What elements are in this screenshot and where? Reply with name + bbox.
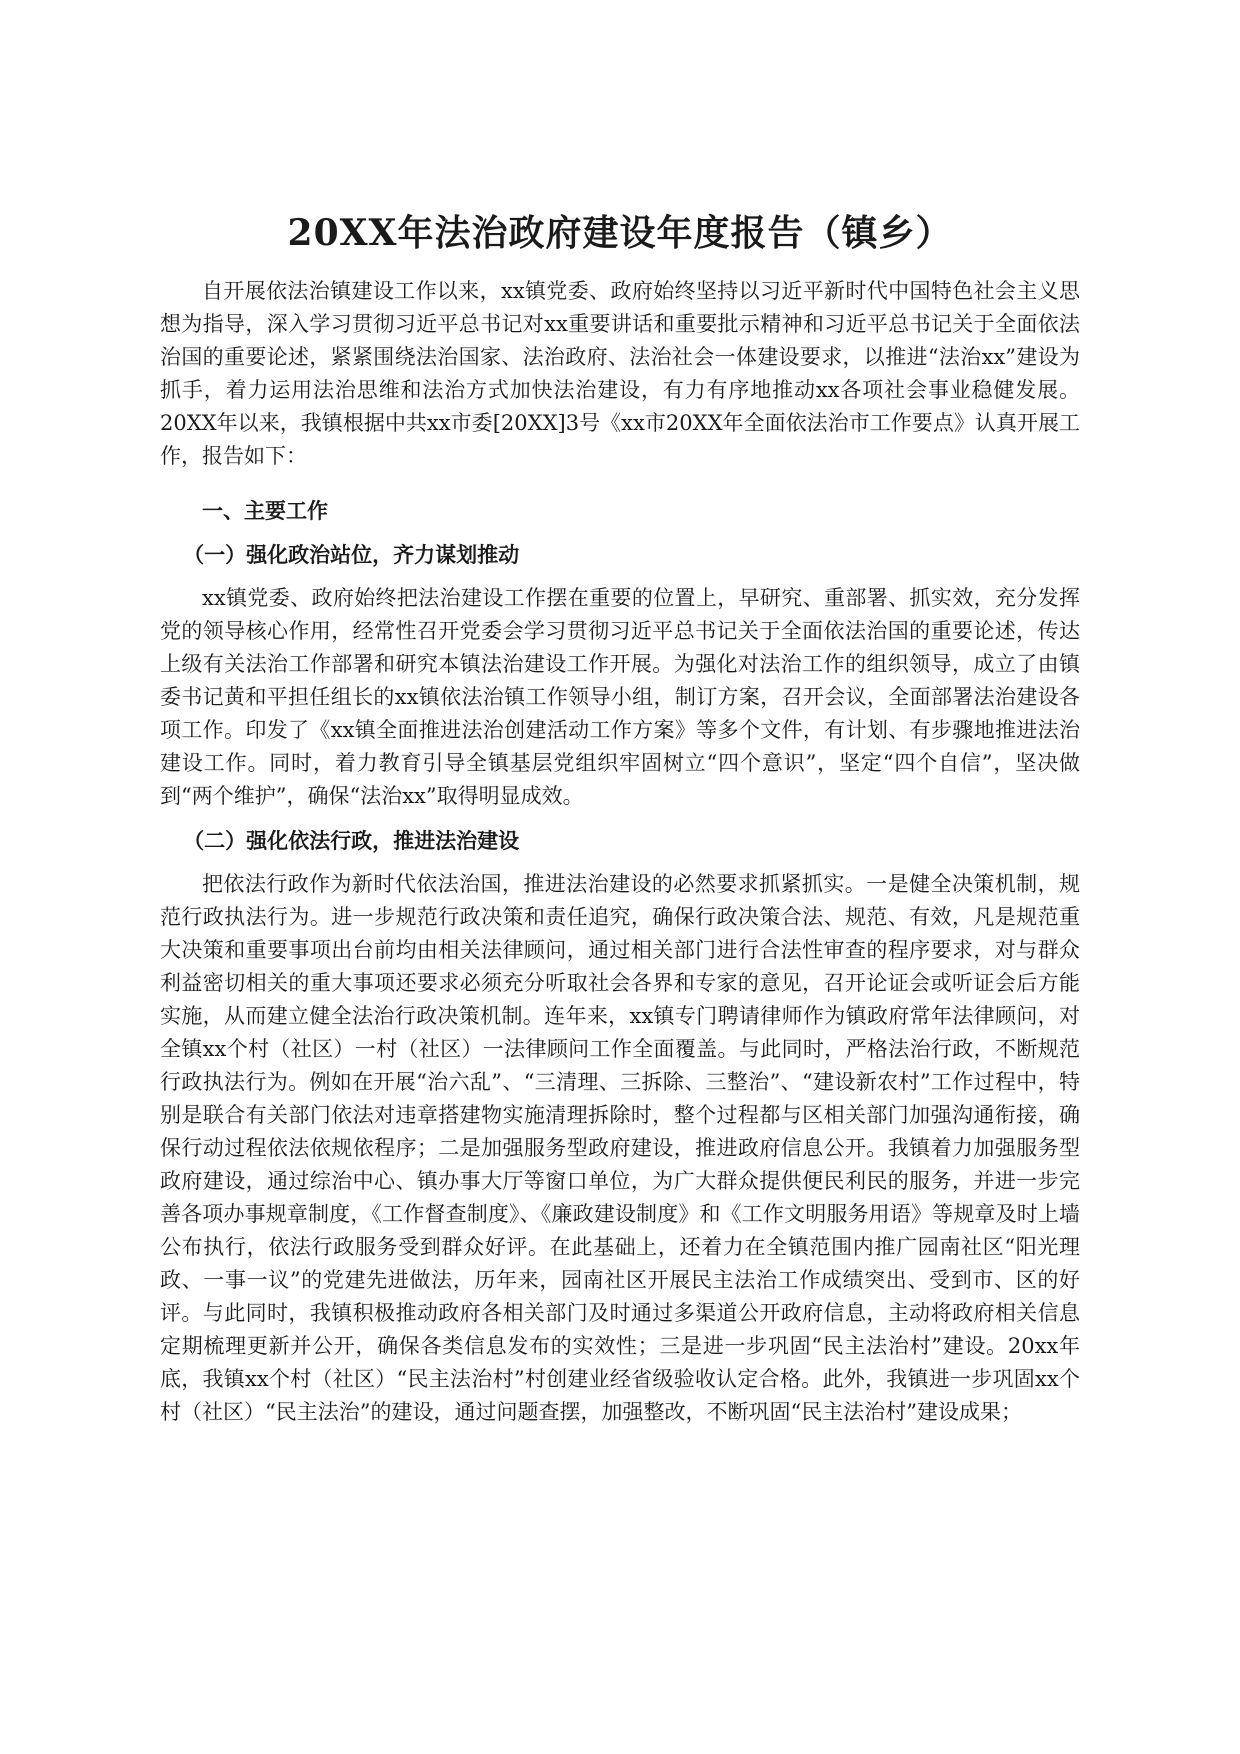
section-heading-main-work: 一、主要工作: [202, 498, 328, 523]
subsection-heading-2: （二）强化依法行政，推进法治建设: [183, 828, 520, 853]
intro-paragraph: 自开展依法治镇建设工作以来，xx镇党委、政府始终坚持以习近平新时代中国特色社会主义思想为指导，深入学习贯彻习近平总书记对xx重要讲话和重要批示精神和习近平总书记关于全面依法治国的重要论述，紧紧围绕法治国家、法治政府、法治社会一体建设要求，以推进“法治xx”建设为抓手，着力运用法治思维和法治方式加快法治建设，有力有序地推动xx各项社会事业稳健发展。20XX年以来，我镇根据中共xx市委[20XX]3号《xx市20XX年全面依法治市工作要点》认真开展工作，报告如下：: [160, 279, 1080, 468]
document-title: 20XX年法治政府建设年度报告（镇乡）: [287, 212, 953, 254]
subsection-2-paragraph: 把依法行政作为新时代依法治国，推进法治建设的必然要求抓紧抓实。一是健全决策机制，规范行政执法行为。进一步规范行政决策和责任追究，确保行政决策合法、规范、有效，凡是规范重大决策和重要事项出台前均由相关法律顾问，通过相关部门进行合法性审查的程序要求，对与群众利益密切相关的重大事项还要求必须充分听取社会各界和专家的意见，召开论证会或听证会后方能实施，从而建立健全法治行政决策机制。连年来，xx镇专门聘请律师作为镇政府常年法律顾问，对全镇xx个村（社区）一村（社区）一法律顾问工作全面覆盖。与此同时，严格法治行政，不断规范行政执法行为。例如在开展“治六乱”、“三清理、三拆除、三整治”、“建设新农村”工作过程中，特别是联合有关部门依法对违章搭建物实施清理拆除时，整个过程都与区相关部门加强沟通衔接，确保行动过程依法依规依程序；二是加强服务型政府建设，推进政府信息公开。我镇着力加强服务型政府建设，通过综治中心、镇办事大厅等窗口单位，为广大群众提供便民利民的服务，并进一步完善各项办事规章制度，《工作督查制度》、《廉政建设制度》和《工作文明服务用语》等规章及时上墙公布执行，依法行政服务受到群众好评。在此基础上，还着力在全镇范围内推广园南社区“阳光理政、一事一议”的党建先进做法，历年来，园南社区开展民主法治工作成绩突出、受到市、区的好评。与此同时，我镇积极推动政府各相关部门及时通过多渠道公开政府信息，主动将政府相关信息定期梳理更新并公开，确保各类信息发布的实效性；三是进一步巩固“民主法治村”建设。20xx年底，我镇xx个村（社区）“民主法治村”村创建业经省级验收认定合格。此外，我镇进一步巩固xx个村（社区）“民主法治”的建设，通过问题查摆，加强整改，不断巩固“民主法治村”建设成果；: [160, 872, 1080, 1424]
document-body: [160, 205, 1080, 1429]
subsection-heading-1: （一）强化政治站位，齐力谋划推动: [183, 542, 520, 567]
subsection-1-paragraph: xx镇党委、政府始终把法治建设工作摆在重要的位置上，早研究、重部署、抓实效，充分发挥党的领导核心作用，经常性召开党委会学习贯彻习近平总书记关于全面依法治国的重要论述，传达上级有关法治工作部署和研究本镇法治建设工作开展。为强化对法治工作的组织领导，成立了由镇委书记黄和平担任组长的xx镇依法治镇工作领导小组，制订方案，召开会议，全面部署法治建设各项工作。印发了《xx镇全面推进法治创建活动工作方案》等多个文件，有计划、有步骤地推进法治建设工作。同时，着力教育引导全镇基层党组织牢固树立“四个意识”，坚定“四个自信”，坚决做到“两个维护”，确保“法治xx”取得明显成效。: [160, 586, 1080, 808]
